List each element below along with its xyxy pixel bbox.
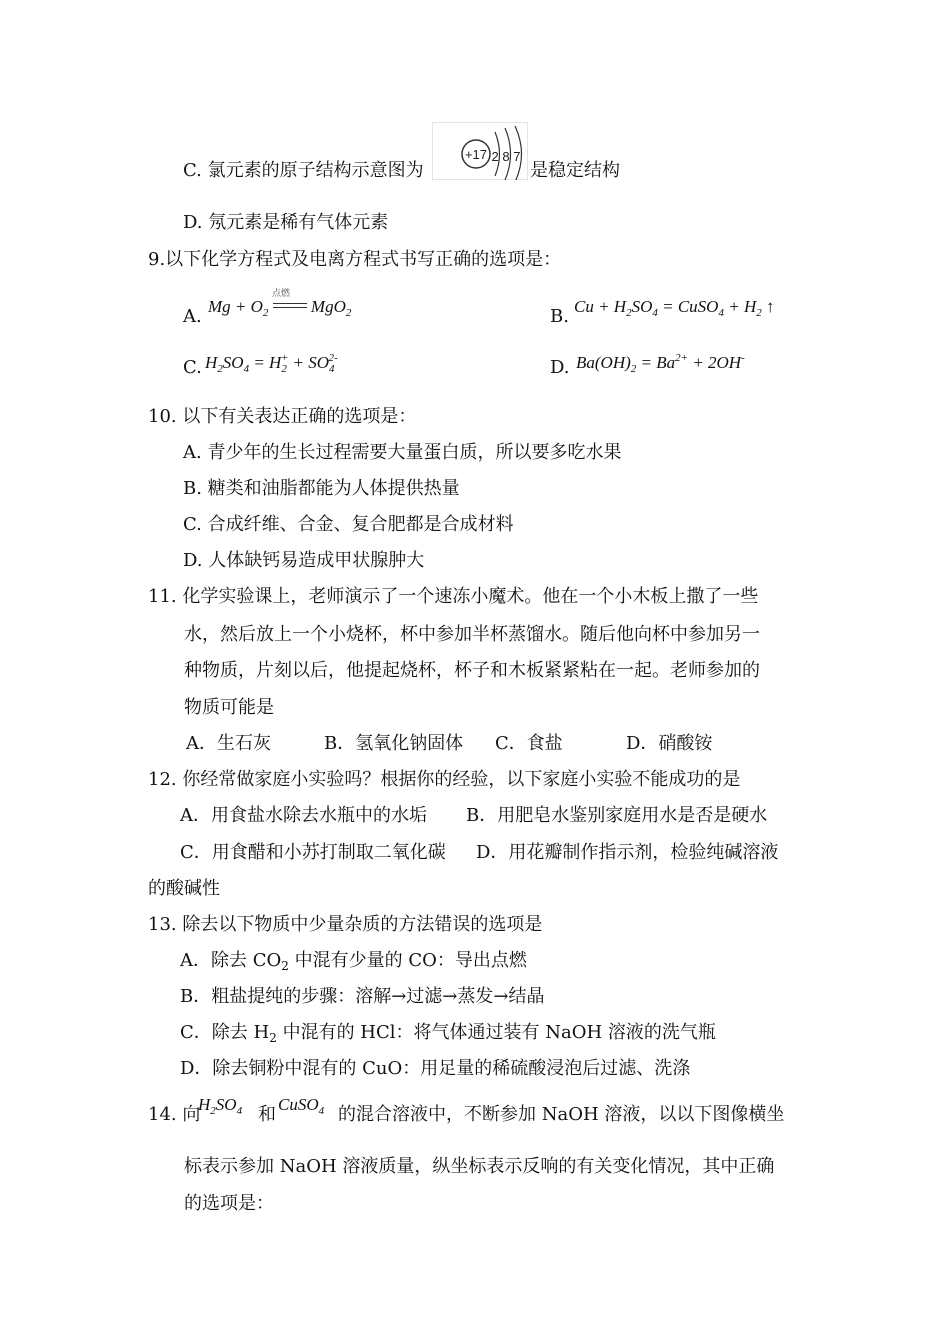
q11-option-c: C．食盐 xyxy=(495,733,563,754)
q12-option-a: A．用食盐水除去水瓶中的水垢 xyxy=(180,805,427,826)
atom-shell-electrons: 2 8 7 xyxy=(491,149,521,164)
q11-stem-line3: 种物质，片刻以后，他提起烧杯，杯子和木板紧紧粘在一起。老师参加的 xyxy=(184,660,760,681)
q9-option-a-condition: 点燃 xyxy=(272,289,291,299)
q9-option-c-label: C. xyxy=(183,357,202,378)
q13-stem: 13. 除去以下物质中少量杂质的方法错误的选项是 xyxy=(148,914,543,935)
q14-stem-line1: 的混合溶液中，不断参加 NaOH 溶液，以以下图像横坐 xyxy=(338,1104,785,1125)
q12-stem: 12. 你经常做家庭小实验吗？根据你的经验，以下家庭小实验不能成功的是 xyxy=(148,769,741,790)
chlorine-atom-diagram xyxy=(432,122,528,180)
q12-option-c: C．用食醋和小苏打制取二氧化碳 xyxy=(180,842,446,863)
q9-option-c-equation: $H_2SO_4 = H_2^+ + SO_4^{2-}$ xyxy=(205,352,338,375)
q13-option-b: B．粗盐提纯的步骤：溶解→过滤→蒸发→结晶 xyxy=(180,986,545,1007)
q8-option-c-suffix: 是稳定结构 xyxy=(530,160,620,181)
q8-option-d: D. 氖元素是稀有气体元素 xyxy=(183,212,389,233)
q9-stem: 9.以下化学方程式及电离方程式书写正确的选项是： xyxy=(148,249,562,270)
q9-option-d-label: D. xyxy=(550,357,570,378)
q11-stem-line1: 11. 化学实验课上，老师演示了一个速冻小魔术。他在一个小木板上撒了一些 xyxy=(148,586,759,607)
q10-option-a: A. 青少年的生长过程需要大量蛋白质，所以要多吃水果 xyxy=(183,442,622,463)
q10-option-d: D. 人体缺钙易造成甲状腺肿大 xyxy=(183,550,425,571)
q10-option-b: B. 糖类和油脂都能为人体提供热量 xyxy=(183,478,460,499)
q9-option-a-equation: $Mg + O_2$ MgO$_2$ xyxy=(208,297,352,319)
q14-stem-and: 和 xyxy=(258,1104,276,1125)
q12-option-d: D．用花瓣制作指示剂，检验纯碱溶液 xyxy=(476,842,779,863)
q12-option-d-continued: 的酸碱性 xyxy=(148,878,220,899)
q9-option-d-equation: $Ba(OH)_2 = Ba^{2+} + 2OH^-$ xyxy=(576,352,745,375)
q11-stem-line2: 水，然后放上一个小烧杯，杯中参加半杯蒸馏水。随后他向杯中参加另一 xyxy=(184,624,760,645)
q11-stem-line4: 物质可能是 xyxy=(184,697,274,718)
q12-option-b: B．用肥皂水鉴别家庭用水是否是硬水 xyxy=(466,805,768,826)
q14-stem-line3: 的选项是： xyxy=(184,1193,274,1214)
q13-option-d: D．除去铜粉中混有的 CuO：用足量的稀硫酸浸泡后过滤、洗涤 xyxy=(180,1058,691,1079)
q10-stem: 10. 以下有关表达正确的选项是： xyxy=(148,406,417,427)
q9-option-b-equation: $Cu + H_2SO_4$ = CuSO$_4$ + $H_2$ ↑ xyxy=(574,297,775,319)
q13-option-a: A．除去 $CO_2$ 中混有少量的 CO：导出点燃 xyxy=(180,950,527,973)
q14-formula-h2so4: $H_2SO_4$ xyxy=(198,1095,243,1117)
q9-option-a-label: A. xyxy=(183,306,202,327)
atom-nucleus-label: +17 xyxy=(464,147,488,162)
q10-option-c: C. 合成纤维、合金、复合肥都是合成材料 xyxy=(183,514,514,535)
q8-option-c: C. 氯元素的原子结构示意图为 xyxy=(183,160,424,181)
q14-formula-cuso4: CuSO$_4$ xyxy=(278,1095,325,1117)
q9-option-b-label: B. xyxy=(550,306,569,327)
q11-option-d: D．硝酸铵 xyxy=(626,733,713,754)
q11-option-b: B．氢氧化钠固体 xyxy=(324,733,464,754)
q14-stem-line2: 标表示参加 NaOH 溶液质量，纵坐标表示反响的有关变化情况，其中正确 xyxy=(184,1156,775,1177)
q14-stem-prefix: 14. 向 xyxy=(148,1104,201,1125)
q13-option-c: C．除去 $H_2$ 中混有的 HCl：将气体通过装有 NaOH 溶液的洗气瓶 xyxy=(180,1022,716,1045)
q11-option-a: A．生石灰 xyxy=(186,733,271,754)
